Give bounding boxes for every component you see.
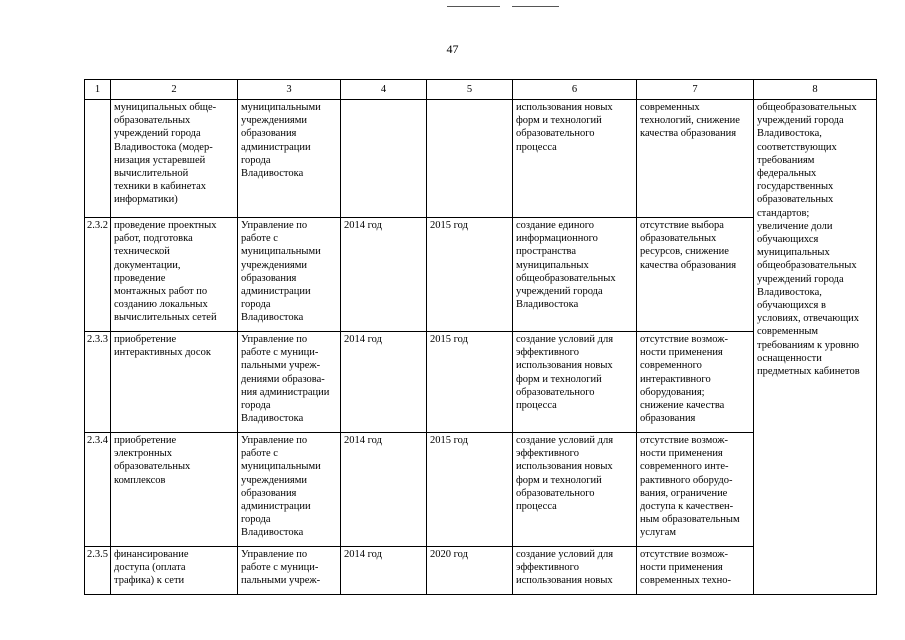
executor: Управление по работе с муниципальными учреждениями образования администрации города Владивостока <box>238 218 341 332</box>
activity-name: проведение проектных работ, подготовка технической документации, проведение монтажных работ по созданию локальных вычислительных сетей <box>111 218 238 332</box>
header-col-2: 2 <box>111 80 238 100</box>
row-number: 2.3.2 <box>85 218 111 332</box>
executor: Управление по работе с муници- пальными учреж- <box>238 547 341 595</box>
end-year: 2015 год <box>427 218 513 332</box>
non-implementation-consequence: отсутствие возмож- ности применения современных техно- <box>637 547 754 595</box>
activity-name: финансирование доступа (оплата трафика) к сети <box>111 547 238 595</box>
header-col-7: 7 <box>637 80 754 100</box>
header-row <box>85 80 877 100</box>
activity-name: муниципальных обще- образовательных учреждений города Владивостока (модер- низация устаревшей вычислительной техники в кабинетах информатики) <box>111 100 238 218</box>
end-year: 2015 год <box>427 433 513 547</box>
program-activities-table <box>84 79 877 595</box>
top-rule-left <box>447 6 500 7</box>
executor: Управление по работе с муниципальными учреждениями образования администрации города Владивостока <box>238 433 341 547</box>
row-number: 2.3.5 <box>85 547 111 595</box>
activity-name: приобретение интерактивных досок <box>111 332 238 433</box>
executor: Управление по работе с муници- пальными учреж- дениями образова- ния администрации города Владивостока <box>238 332 341 433</box>
header-col-3: 3 <box>238 80 341 100</box>
header-col-6: 6 <box>513 80 637 100</box>
non-implementation-consequence: отсутствие возмож- ности применения современного интерактивного оборудования; снижение качества образования <box>637 332 754 433</box>
indicator-link: общеобразовательных учреждений города Владивостока, соответствующих требованиям федеральных государственных образовательных стандартов; увеличение доли обучающихся муниципальных общеобразовательных учреждений города Владивостока, обучающихся в условиях, отвечающих современным требованиям к уровню оснащенности предметных кабинетов <box>754 100 877 595</box>
non-implementation-consequence: современных технологий, снижение качества образования <box>637 100 754 218</box>
end-year <box>427 100 513 218</box>
start-year: 2014 год <box>341 433 427 547</box>
start-year: 2014 год <box>341 547 427 595</box>
table-row <box>85 100 877 218</box>
start-year: 2014 год <box>341 332 427 433</box>
end-year: 2020 год <box>427 547 513 595</box>
header-col-4: 4 <box>341 80 427 100</box>
header-col-5: 5 <box>427 80 513 100</box>
non-implementation-consequence: отсутствие возмож- ности применения современного инте- рактивного оборудо- вания, ограничение доступа к качествен- ным образовательным услугам <box>637 433 754 547</box>
start-year: 2014 год <box>341 218 427 332</box>
end-year: 2015 год <box>427 332 513 433</box>
non-implementation-consequence: отсутствие выбора образовательных ресурсов, снижение качества образования <box>637 218 754 332</box>
start-year <box>341 100 427 218</box>
expected-result: создание единого информационного пространства муниципальных общеобразовательных учреждений города Владивостока <box>513 218 637 332</box>
row-number: 2.3.3 <box>85 332 111 433</box>
executor: муниципальными учреждениями образования администрации города Владивостока <box>238 100 341 218</box>
row-number <box>85 100 111 218</box>
expected-result: использования новых форм и технологий образовательного процесса <box>513 100 637 218</box>
expected-result: создание условий для эффективного использования новых форм и технологий образовательного процесса <box>513 332 637 433</box>
activity-name: приобретение электронных образовательных комплексов <box>111 433 238 547</box>
page-number: 47 <box>446 42 459 56</box>
top-rule-right <box>512 6 559 7</box>
expected-result: создание условий для эффективного использования новых <box>513 547 637 595</box>
header-col-1: 1 <box>85 80 111 100</box>
header-col-8: 8 <box>754 80 877 100</box>
row-number: 2.3.4 <box>85 433 111 547</box>
expected-result: создание условий для эффективного использования новых форм и технологий образовательного процесса <box>513 433 637 547</box>
